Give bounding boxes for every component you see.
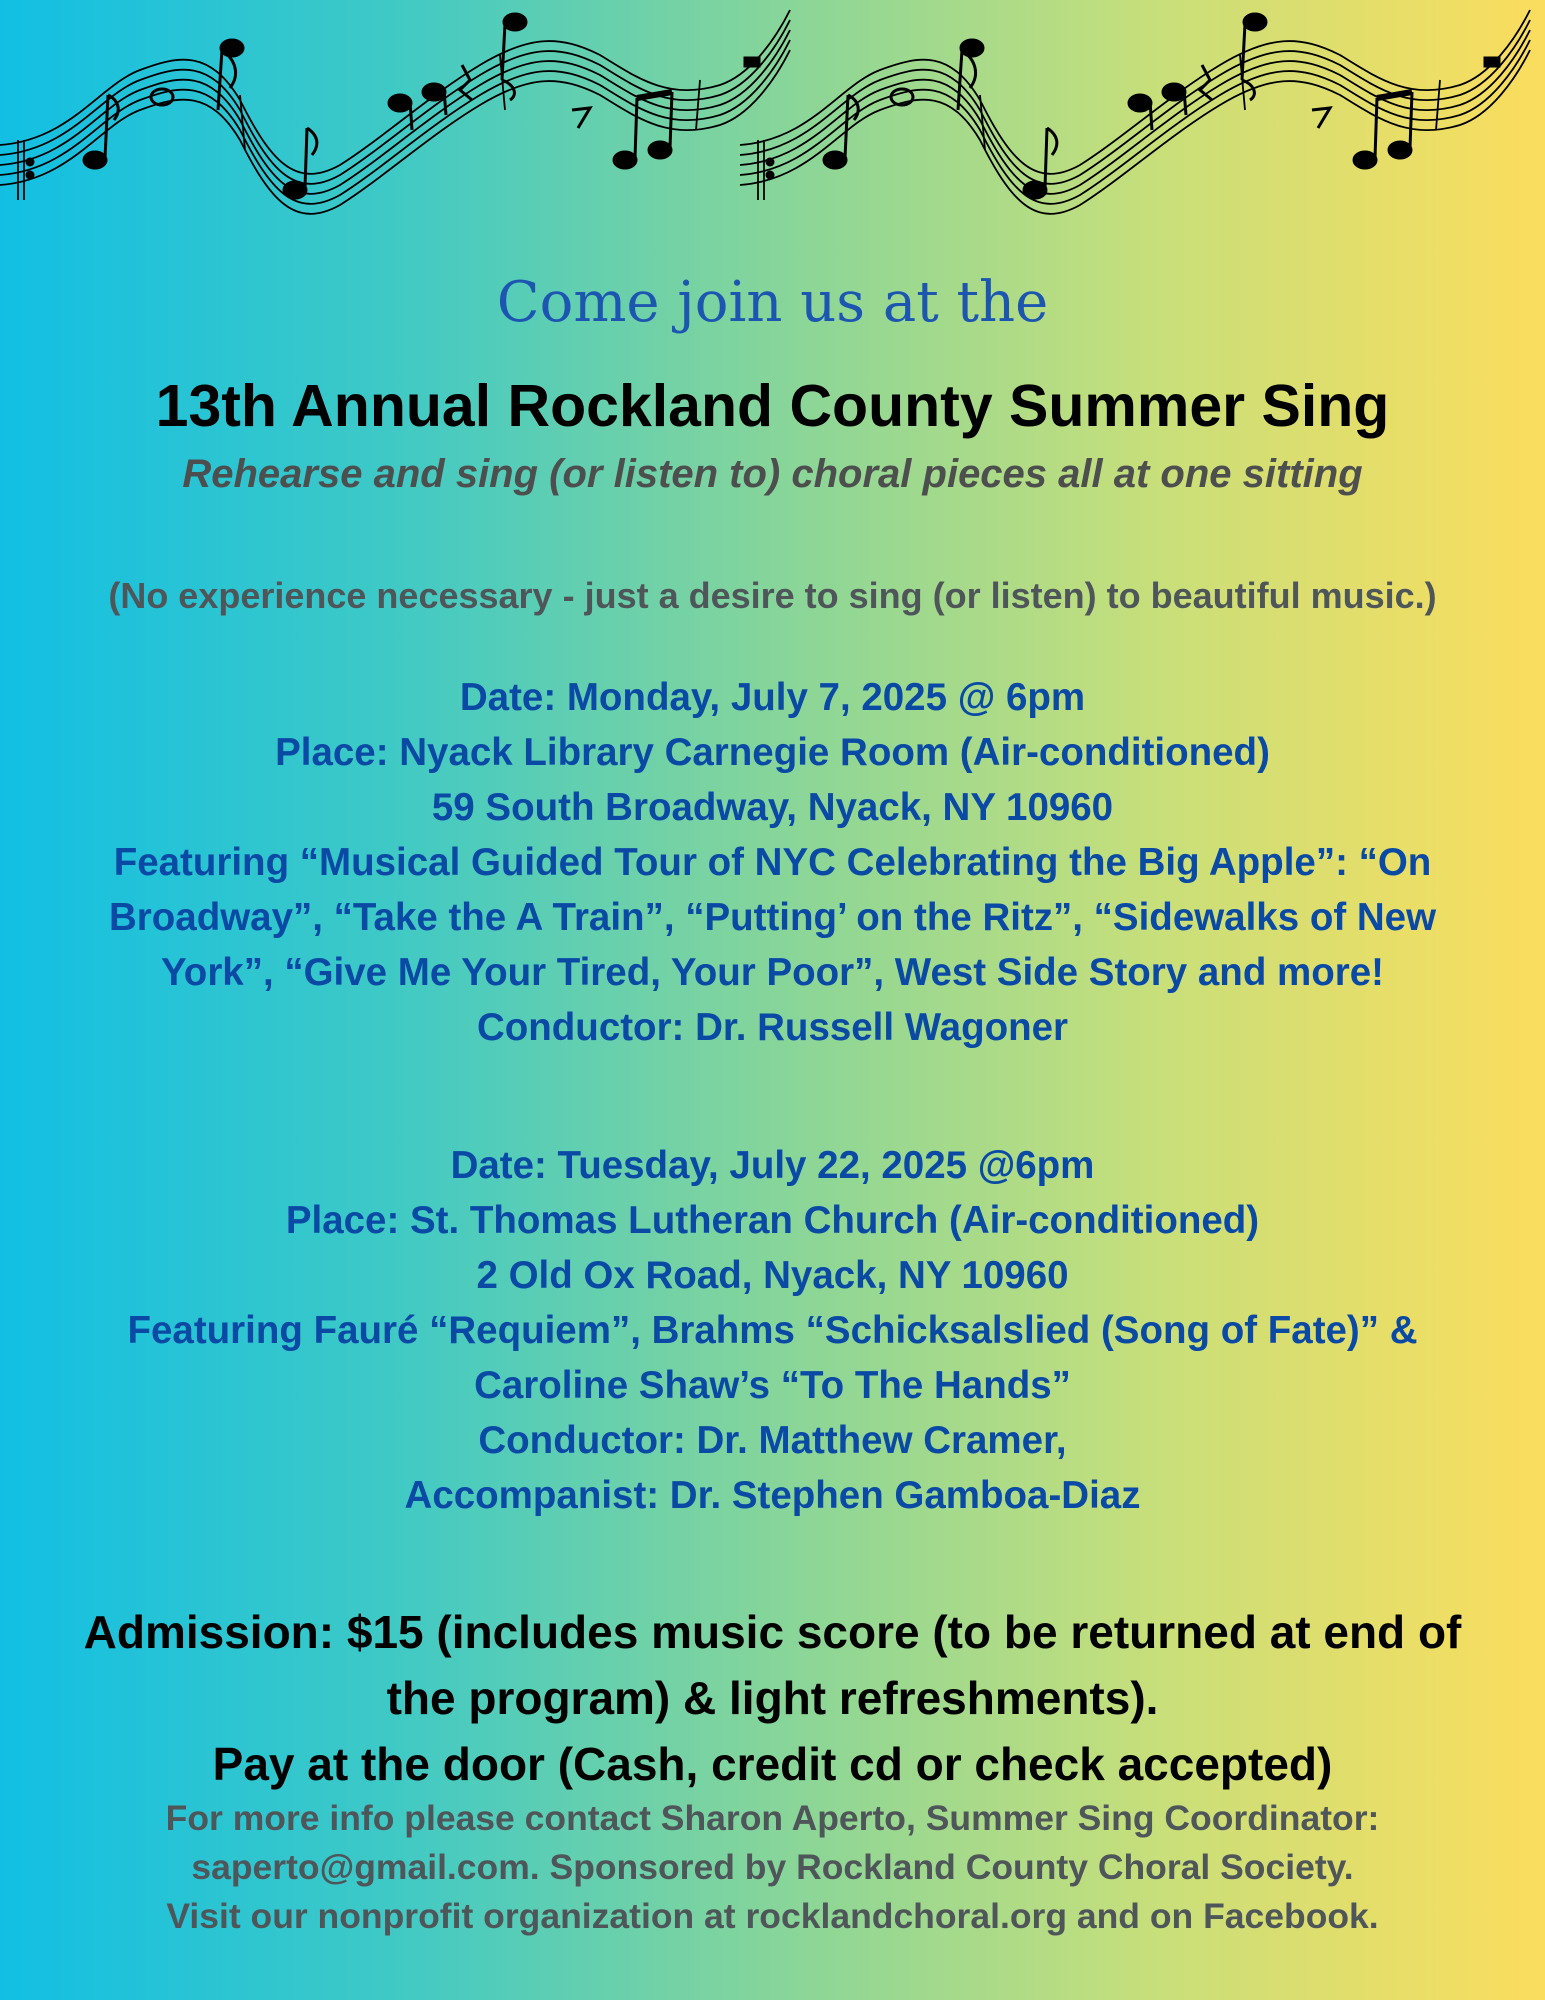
event-place: Place: Nyack Library Carnegie Room (Air-conditioned): [275, 731, 1270, 774]
event-date: Date: Monday, July 7, 2025 @ 6pm: [459, 676, 1086, 719]
admission-info: [0, 1599, 1545, 1797]
subtitle: Rehearse and sing (or listen to) choral pieces all at one sitting: [182, 452, 1363, 496]
event-featuring-line: Broadway”, “Take the A Train”, “Putting’ on the Ritz”, “Sidewalks of New: [108, 896, 1437, 939]
event-monday: [0, 670, 1545, 1055]
event-featuring-line: Featuring Fauré “Requiem”, Brahms “Schicksalslied (Song of Fate)” &: [127, 1309, 1418, 1352]
event-tuesday: [0, 1138, 1545, 1523]
contact-line: saperto@gmail.com. Sponsored by Rockland County Choral Society.: [191, 1847, 1354, 1887]
admission-line: Admission: $15 (includes music score (to be returned at end of: [83, 1606, 1462, 1658]
contact-info: [0, 1794, 1545, 1941]
experience-note: (No experience necessary - just a desire to sing (or listen) to beautiful music.): [108, 575, 1437, 616]
event-featuring-line: York”, “Give Me Your Tired, Your Poor”, West Side Story and more!: [160, 951, 1384, 994]
event-address: 59 South Broadway, Nyack, NY 10960: [431, 786, 1114, 829]
intro-text: Come join us at the: [496, 270, 1049, 335]
contact-line: For more info please contact Sharon Aperto, Summer Sing Coordinator:: [165, 1798, 1380, 1838]
event-featuring-line: Caroline Shaw’s “To The Hands”: [474, 1364, 1071, 1407]
event-featuring-line: Featuring “Musical Guided Tour of NYC Celebrating the Big Apple”: “On: [113, 841, 1432, 884]
event-place: Place: St. Thomas Lutheran Church (Air-conditioned): [285, 1199, 1260, 1242]
event-conductor: Conductor: Dr. Russell Wagoner: [476, 1006, 1069, 1049]
event-address: 2 Old Ox Road, Nyack, NY 10960: [476, 1254, 1069, 1297]
event-date: Date: Tuesday, July 22, 2025 @6pm: [450, 1144, 1095, 1187]
music-staff-icon: [0, 0, 1545, 230]
payment-line: Pay at the door (Cash, credit cd or check accepted): [212, 1738, 1333, 1790]
page-title: 13th Annual Rockland County Summer Sing: [155, 373, 1390, 439]
event-conductor: Conductor: Dr. Matthew Cramer,: [478, 1419, 1067, 1462]
event-accompanist: Accompanist: Dr. Stephen Gamboa-Diaz: [404, 1474, 1141, 1517]
contact-line: Visit our nonprofit organization at rocklandchoral.org and on Facebook.: [166, 1896, 1379, 1936]
admission-line: the program) & light refreshments).: [386, 1672, 1159, 1724]
